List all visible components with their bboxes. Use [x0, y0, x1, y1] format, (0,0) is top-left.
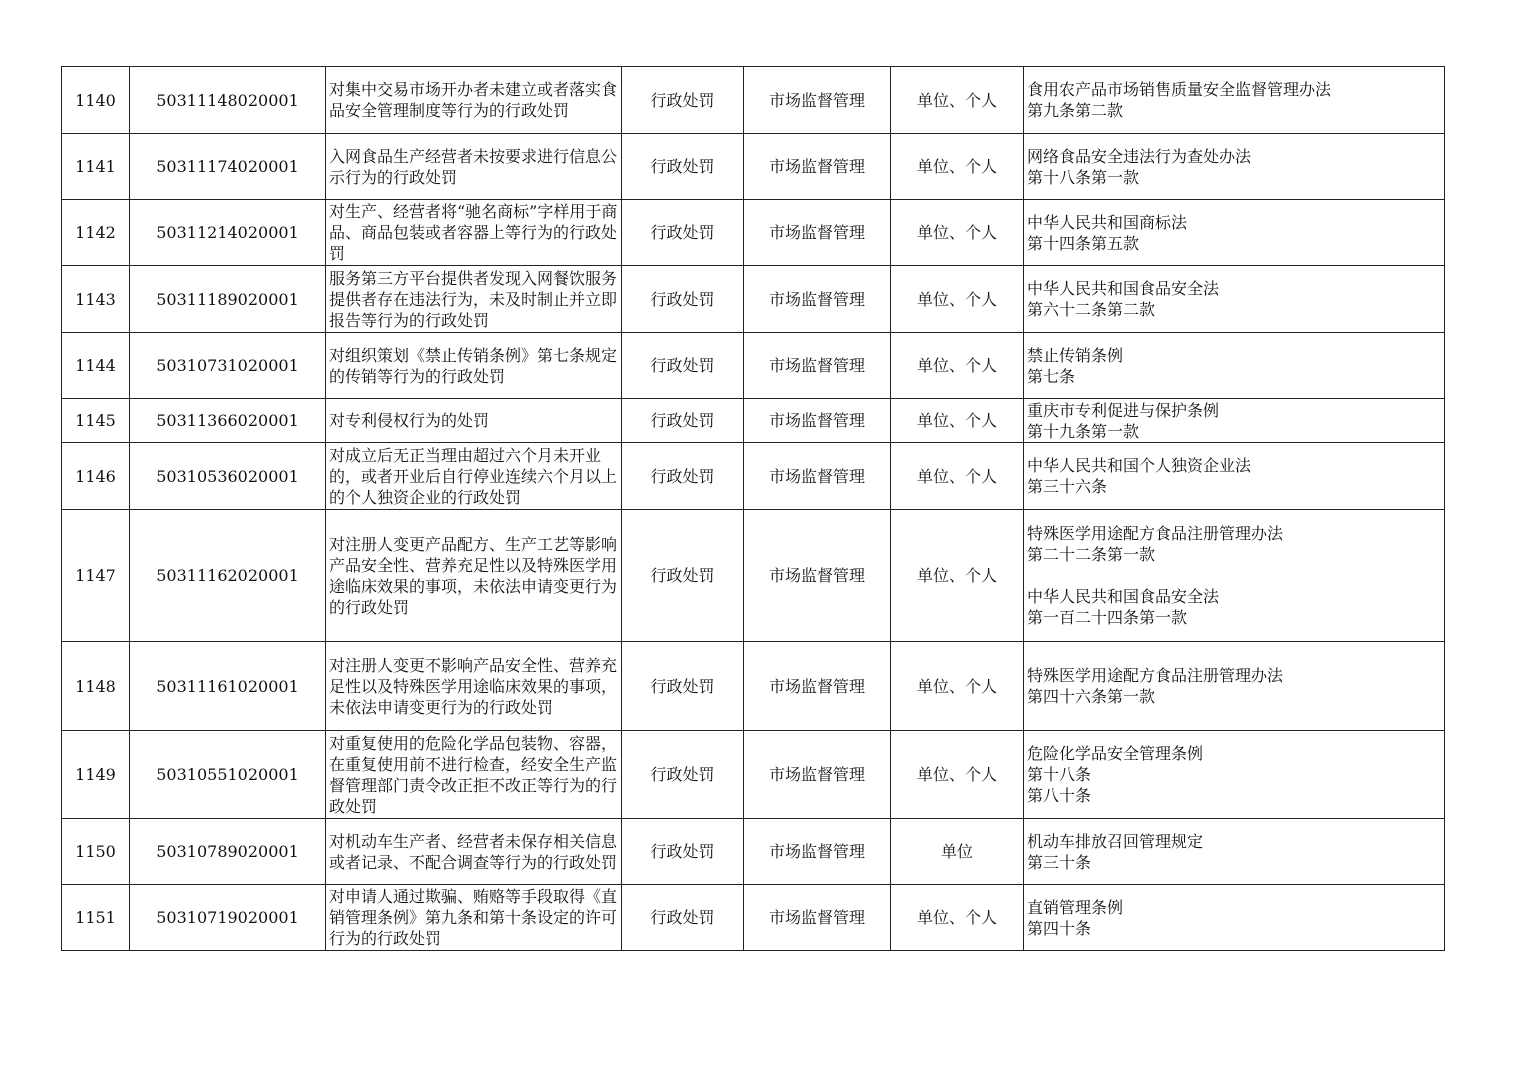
- item-code-cell: 50311174020001: [130, 134, 326, 200]
- item-code-cell: 50310719020001: [130, 885, 326, 951]
- subject-cell: 单位、个人: [891, 200, 1024, 266]
- basis-article: 第四十六条第一款: [1027, 687, 1156, 706]
- penalty-type-cell: 行政处罚: [622, 67, 744, 134]
- row-number-cell: 1151: [62, 885, 130, 951]
- department-cell: 市场监督管理: [744, 443, 891, 510]
- basis-article: 第一百二十四条第一款: [1027, 608, 1188, 627]
- subject-cell: 单位、个人: [891, 266, 1024, 333]
- basis-article: 第二十二条第一款: [1027, 545, 1156, 564]
- subject-cell: 单位、个人: [891, 885, 1024, 951]
- basis-law-name: 食用农产品市场销售质量安全监督管理办法: [1027, 80, 1332, 99]
- table-body: [62, 67, 1445, 951]
- penalty-type-cell: 行政处罚: [622, 134, 744, 200]
- basis-law-name: 中华人民共和国食品安全法: [1027, 279, 1220, 298]
- item-description-cell: 对注册人变更不影响产品安全性、营养充足性以及特殊医学用途临床效果的事项，未依法申请变更行为的行政处罚: [326, 642, 622, 731]
- item-code-cell: 50311366020001: [130, 399, 326, 443]
- penalty-type-cell: 行政处罚: [622, 200, 744, 266]
- basis-law-name: 机动车排放召回管理规定: [1027, 831, 1204, 851]
- basis-article: 第三十六条: [1027, 477, 1108, 496]
- item-description-cell: 服务第三方平台提供者发现入网餐饮服务提供者存在违法行为，未及时制止并立即报告等行为的行政处罚: [326, 266, 622, 333]
- row-number-cell: 1143: [62, 266, 130, 333]
- subject-cell: 单位、个人: [891, 443, 1024, 510]
- basis-law-name: 危险化学品安全管理条例: [1027, 744, 1204, 763]
- table-row: [62, 333, 1445, 399]
- basis-law-name: 中华人民共和国商标法: [1027, 212, 1188, 232]
- row-number-cell: 1144: [62, 333, 130, 399]
- basis-article: 第四十条: [1027, 918, 1092, 938]
- item-code-cell: 50310731020001: [130, 333, 326, 399]
- row-number-cell: 1149: [62, 731, 130, 819]
- item-code-cell: 50311162020001: [130, 510, 326, 642]
- basis-law-name: 重庆市专利促进与保护条例: [1027, 400, 1220, 420]
- regulation-table: [61, 66, 1445, 951]
- penalty-type-cell: 行政处罚: [622, 399, 744, 443]
- basis-law-name: 中华人民共和国食品安全法: [1027, 587, 1220, 606]
- item-code-cell: 50311161020001: [130, 642, 326, 731]
- department-cell: 市场监督管理: [744, 731, 891, 819]
- subject-cell: 单位、个人: [891, 510, 1024, 642]
- subject-cell: 单位、个人: [891, 67, 1024, 134]
- legal-basis-cell: [1024, 443, 1445, 510]
- legal-basis-cell: [1024, 731, 1445, 819]
- item-code-cell: 50310551020001: [130, 731, 326, 819]
- table-row: [62, 134, 1445, 200]
- row-number-cell: 1150: [62, 819, 130, 885]
- item-description-cell: 对专利侵权行为的处罚: [326, 399, 622, 443]
- penalty-type-cell: 行政处罚: [622, 819, 744, 885]
- item-description-cell: 对集中交易市场开办者未建立或者落实食品安全管理制度等行为的行政处罚: [326, 67, 622, 134]
- subject-cell: 单位: [891, 819, 1024, 885]
- item-description-cell: 对注册人变更产品配方、生产工艺等影响产品安全性、营养充足性以及特殊医学用途临床效果的事项，未依法申请变更行为的行政处罚: [326, 510, 622, 642]
- legal-basis-cell: [1024, 200, 1445, 266]
- legal-basis-cell: [1024, 819, 1445, 885]
- basis-law-name: 直销管理条例: [1027, 897, 1124, 917]
- basis-article: 第十八条第一款: [1027, 167, 1140, 187]
- table-row: [62, 731, 1445, 819]
- legal-basis-cell: [1024, 266, 1445, 333]
- basis-law-name: 网络食品安全违法行为查处办法: [1027, 146, 1252, 166]
- penalty-type-cell: 行政处罚: [622, 443, 744, 510]
- basis-article: 第十四条第五款: [1027, 233, 1140, 253]
- row-number-cell: 1146: [62, 443, 130, 510]
- item-code-cell: 50311148020001: [130, 67, 326, 134]
- basis-article: 第十九条第一款: [1027, 421, 1140, 441]
- table-row: [62, 399, 1445, 443]
- legal-basis-cell: [1024, 510, 1445, 642]
- basis-spacer: [1027, 565, 1441, 586]
- penalty-type-cell: 行政处罚: [622, 885, 744, 951]
- subject-cell: 单位、个人: [891, 731, 1024, 819]
- basis-law-name: 禁止传销条例: [1027, 345, 1124, 365]
- department-cell: 市场监督管理: [744, 885, 891, 951]
- basis-article: 第七条: [1027, 366, 1076, 386]
- table-row: [62, 510, 1445, 642]
- legal-basis-cell: [1024, 134, 1445, 200]
- department-cell: 市场监督管理: [744, 510, 891, 642]
- item-description-cell: 对成立后无正当理由超过六个月未开业的，或者开业后自行停业连续六个月以上的个人独资企业的行政处罚: [326, 443, 622, 510]
- row-number-cell: 1147: [62, 510, 130, 642]
- basis-article: 第三十条: [1027, 852, 1092, 872]
- row-number-cell: 1148: [62, 642, 130, 731]
- table-row: [62, 266, 1445, 333]
- legal-basis-cell: [1024, 399, 1445, 443]
- penalty-type-cell: 行政处罚: [622, 731, 744, 819]
- item-description-cell: 入网食品生产经营者未按要求进行信息公示行为的行政处罚: [326, 134, 622, 200]
- item-description-cell: 对生产、经营者将“驰名商标”字样用于商品、商品包装或者容器上等行为的行政处罚: [326, 200, 622, 266]
- item-description-cell: 对重复使用的危险化学品包装物、容器，在重复使用前不进行检查，经安全生产监督管理部门责令改正拒不改正等行为的行政处罚: [326, 731, 622, 819]
- table-row: [62, 819, 1445, 885]
- penalty-type-cell: 行政处罚: [622, 333, 744, 399]
- item-code-cell: 50310536020001: [130, 443, 326, 510]
- department-cell: 市场监督管理: [744, 200, 891, 266]
- penalty-type-cell: 行政处罚: [622, 510, 744, 642]
- basis-article: 第八十条: [1027, 786, 1092, 805]
- item-description-cell: 对申请人通过欺骗、贿赂等手段取得《直销管理条例》第九条和第十条设定的许可行为的行政处罚: [326, 885, 622, 951]
- table-row: [62, 443, 1445, 510]
- department-cell: 市场监督管理: [744, 819, 891, 885]
- table-row: [62, 67, 1445, 134]
- subject-cell: 单位、个人: [891, 642, 1024, 731]
- basis-law-name: 特殊医学用途配方食品注册管理办法: [1027, 524, 1284, 543]
- table-row: [62, 885, 1445, 951]
- item-description-cell: 对机动车生产者、经营者未保存相关信息或者记录、不配合调查等行为的行政处罚: [326, 819, 622, 885]
- row-number-cell: 1141: [62, 134, 130, 200]
- department-cell: 市场监督管理: [744, 134, 891, 200]
- item-code-cell: 50311214020001: [130, 200, 326, 266]
- subject-cell: 单位、个人: [891, 134, 1024, 200]
- basis-article: 第九条第二款: [1027, 101, 1124, 120]
- department-cell: 市场监督管理: [744, 67, 891, 134]
- basis-article: 第六十二条第二款: [1027, 300, 1156, 319]
- department-cell: 市场监督管理: [744, 399, 891, 443]
- department-cell: 市场监督管理: [744, 266, 891, 333]
- basis-law-name: 特殊医学用途配方食品注册管理办法: [1027, 666, 1284, 685]
- penalty-type-cell: 行政处罚: [622, 642, 744, 731]
- item-code-cell: 50311189020001: [130, 266, 326, 333]
- department-cell: 市场监督管理: [744, 642, 891, 731]
- row-number-cell: 1142: [62, 200, 130, 266]
- basis-article: 第十八条: [1027, 765, 1092, 784]
- row-number-cell: 1140: [62, 67, 130, 134]
- legal-basis-cell: [1024, 642, 1445, 731]
- legal-basis-cell: [1024, 333, 1445, 399]
- row-number-cell: 1145: [62, 399, 130, 443]
- table-row: [62, 200, 1445, 266]
- department-cell: 市场监督管理: [744, 333, 891, 399]
- item-description-cell: 对组织策划《禁止传销条例》第七条规定的传销等行为的行政处罚: [326, 333, 622, 399]
- basis-law-name: 中华人民共和国个人独资企业法: [1027, 456, 1252, 475]
- item-code-cell: 50310789020001: [130, 819, 326, 885]
- penalty-type-cell: 行政处罚: [622, 266, 744, 333]
- legal-basis-cell: [1024, 885, 1445, 951]
- table-row: [62, 642, 1445, 731]
- subject-cell: 单位、个人: [891, 333, 1024, 399]
- subject-cell: 单位、个人: [891, 399, 1024, 443]
- legal-basis-cell: [1024, 67, 1445, 134]
